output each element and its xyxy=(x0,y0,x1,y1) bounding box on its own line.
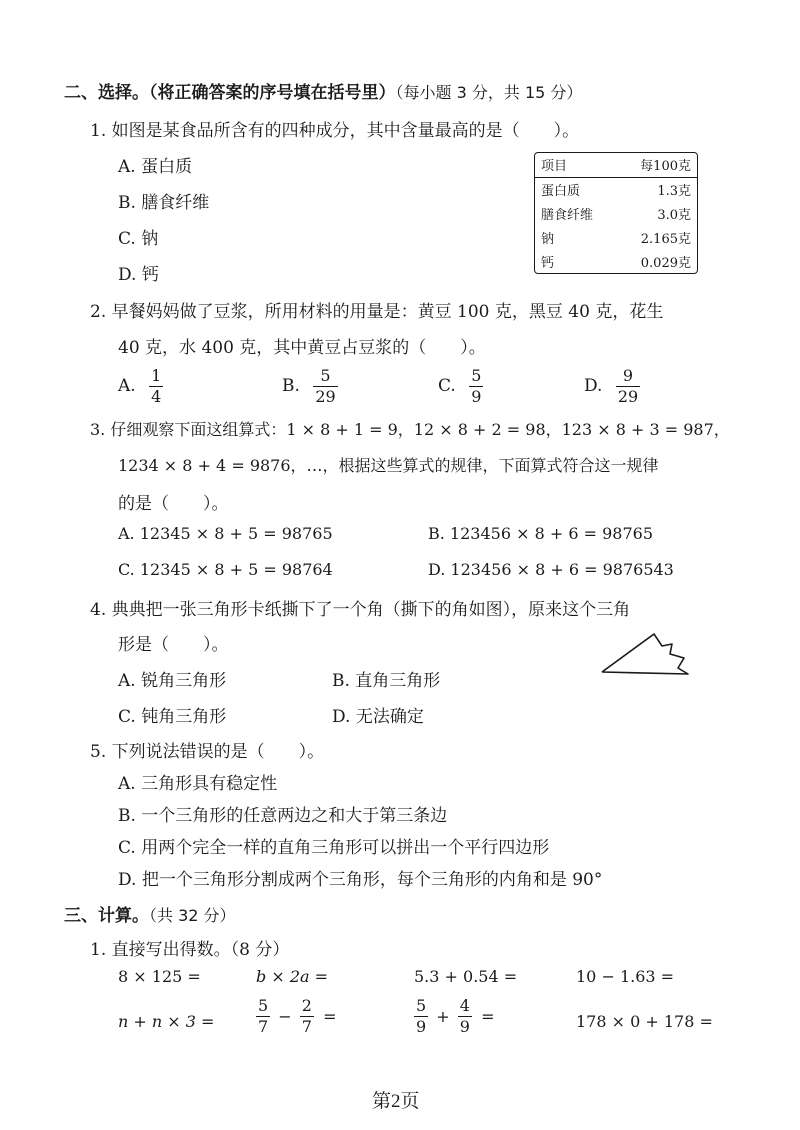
q5-option-b: B. 一个三角形的任意两边之和大于第三条边 xyxy=(118,806,448,826)
fraction-denominator: 7 xyxy=(258,1017,269,1036)
fraction-numerator: 5 xyxy=(416,996,427,1015)
equals-sign: = xyxy=(481,1007,495,1026)
question-4-stem-line-2: 形是（ ）。 xyxy=(118,635,229,655)
fraction-denominator: 29 xyxy=(315,387,336,406)
fraction-denominator: 4 xyxy=(151,387,162,406)
fraction-numerator: 5 xyxy=(258,996,269,1015)
nutrition-header-item: 项目 xyxy=(535,153,617,177)
fraction xyxy=(469,368,483,405)
calc-item: n + n × 3 = xyxy=(118,1012,215,1031)
q2-option-a xyxy=(118,368,163,405)
q4-option-c: C. 钝角三角形 xyxy=(118,707,227,727)
fraction-denominator: 29 xyxy=(617,387,639,406)
plus-sign: + xyxy=(436,1007,450,1026)
nutrition-row xyxy=(535,201,697,225)
section-3-score: （共 32 分） xyxy=(149,906,236,925)
nutrition-row-value: 2.165克 xyxy=(640,231,691,247)
q3-option-a: A. 12345 × 8 + 5 = 98765 xyxy=(118,524,333,543)
q2-option-b xyxy=(282,368,338,405)
fraction-numerator: 4 xyxy=(459,996,470,1015)
torn-triangle-corner-figure xyxy=(598,628,694,678)
q2-option-a-label: A. xyxy=(118,376,136,396)
fraction-numerator: 2 xyxy=(301,996,312,1015)
q3-option-d: D. 123456 × 8 + 6 = 9876543 xyxy=(428,560,674,579)
nutrition-row-name: 钙 xyxy=(541,255,555,271)
q2-option-c xyxy=(438,368,483,405)
question-1-stem: 1. 如图是某食品所含有的四种成分，其中含量最高的是（ ）。 xyxy=(90,121,580,141)
fraction xyxy=(300,998,314,1035)
question-2-stem-line-1: 2. 早餐妈妈做了豆浆，所用材料的用量是：黄豆 100 克，黑豆 40 克，花生 xyxy=(90,302,664,322)
question-5-stem: 5. 下列说法错误的是（ ）。 xyxy=(90,742,325,762)
calc-fraction-subtraction xyxy=(256,998,336,1035)
fraction-numerator: 1 xyxy=(151,366,162,385)
nutrition-header-per100g: 每100克 xyxy=(617,153,697,177)
nutrition-table xyxy=(534,152,698,274)
nutrition-row xyxy=(535,225,697,249)
q5-option-d: D. 把一个三角形分割成两个三角形，每个三角形的内角和是 90° xyxy=(118,870,603,890)
question-3-stem-line-3: 的是（ ）。 xyxy=(118,494,229,514)
calc-item: 8 × 125 = xyxy=(118,967,201,986)
fraction-denominator: 9 xyxy=(459,1017,470,1036)
q1-option-c: C. 钠 xyxy=(118,229,159,249)
q2-option-b-label: B. xyxy=(282,376,300,396)
nutrition-row-name: 膳食纤维 xyxy=(541,207,594,223)
q3-option-b: B. 123456 × 8 + 6 = 98765 xyxy=(428,524,653,543)
q2-option-d-label: D. xyxy=(584,376,603,396)
fraction xyxy=(458,998,472,1035)
q4-option-a: A. 锐角三角形 xyxy=(118,671,227,691)
nutrition-row-value: 3.0克 xyxy=(657,207,691,223)
calc-item: 178 × 0 + 178 = xyxy=(576,1012,713,1031)
question-3-stem-line-1: 3. 仔细观察下面这组算式：1 × 8 + 1 = 9，12 × 8 + 2 = 98，123 × 8 + 3 = 987， xyxy=(90,420,730,439)
q2-option-d xyxy=(584,368,640,405)
q3-option-c: C. 12345 × 8 + 5 = 98764 xyxy=(118,560,333,579)
calc-item: 5.3 + 0.54 = xyxy=(414,967,518,986)
fraction-numerator: 5 xyxy=(313,368,337,387)
fraction xyxy=(256,998,270,1035)
q4-option-b: B. 直角三角形 xyxy=(332,671,441,691)
calc-fraction-addition xyxy=(414,998,494,1035)
nutrition-row-value: 0.029克 xyxy=(640,255,691,271)
fraction-numerator: 9 xyxy=(616,368,640,387)
q1-option-a: A. 蛋白质 xyxy=(118,157,193,177)
section-3-header xyxy=(64,901,236,926)
nutrition-row-value: 1.3克 xyxy=(657,183,691,199)
fraction-denominator: 9 xyxy=(416,1017,427,1036)
calc-question-1-stem: 1. 直接写出得数。（8 分） xyxy=(90,940,290,960)
q2-option-c-label: C. xyxy=(438,376,456,396)
fraction xyxy=(313,368,337,405)
q5-option-a: A. 三角形具有稳定性 xyxy=(118,774,278,794)
q4-option-d: D. 无法确定 xyxy=(332,707,424,727)
question-4-stem-line-1: 4. 典典把一张三角形卡纸撕下了一个角（撕下的角如图），原来这个三角 xyxy=(90,600,631,620)
question-3-stem-line-2: 1234 × 8 + 4 = 9876，…，根据这些算式的规律，下面算式符合这一规律 xyxy=(118,456,659,475)
nutrition-row xyxy=(535,177,697,201)
nutrition-table-header xyxy=(535,153,697,177)
nutrition-row xyxy=(535,249,697,273)
section-2-header xyxy=(64,78,582,103)
section-2-score: （每小题 3 分，共 15 分） xyxy=(395,83,583,102)
q1-option-d: D. 钙 xyxy=(118,265,159,285)
fraction xyxy=(616,368,640,405)
page-number: 第2页 xyxy=(372,1091,420,1112)
calc-item: b × 2a = xyxy=(256,967,329,986)
equals-sign: = xyxy=(323,1007,337,1026)
fraction xyxy=(149,368,163,405)
fraction-denominator: 7 xyxy=(301,1017,312,1036)
nutrition-row-name: 蛋白质 xyxy=(541,183,581,199)
question-2-stem-line-2: 40 克，水 400 克，其中黄豆占豆浆的（ ）。 xyxy=(118,338,486,358)
q5-option-c: C. 用两个完全一样的直角三角形可以拼出一个平行四边形 xyxy=(118,838,550,858)
minus-sign: − xyxy=(278,1007,292,1026)
fraction-numerator: 5 xyxy=(471,366,482,385)
fraction xyxy=(414,998,428,1035)
calc-item: 10 − 1.63 = xyxy=(576,967,675,986)
section-3-title: 三、计算。 xyxy=(64,906,149,926)
section-2-title: 二、选择。（将正确答案的序号填在括号里） xyxy=(64,83,396,103)
nutrition-row-name: 钠 xyxy=(541,231,555,247)
fraction-denominator: 9 xyxy=(471,387,482,406)
q1-option-b: B. 膳食纤维 xyxy=(118,193,210,213)
